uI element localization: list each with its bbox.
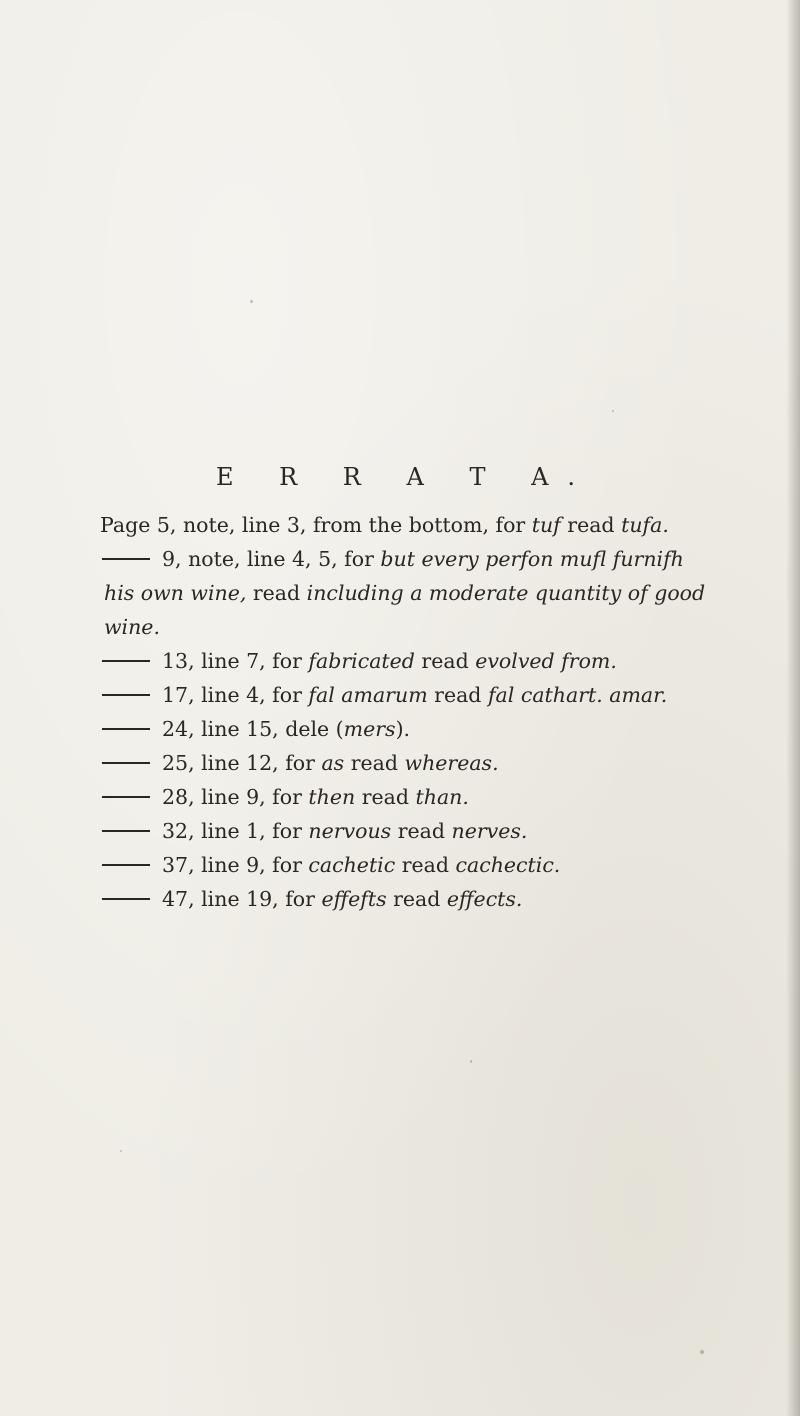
- entry-location: line 9, for: [194, 785, 309, 809]
- entry-correct-text: nerves.: [451, 819, 528, 843]
- entry-correct-text: including a moderate quantity of good wine.: [104, 581, 706, 639]
- entry-location: line 12, for: [194, 751, 322, 775]
- errata-entry: [100, 848, 760, 882]
- ditto-rule: [102, 864, 150, 866]
- ditto-rule: [102, 728, 150, 730]
- entry-lead: Page: [100, 513, 151, 537]
- errata-entry: [100, 746, 760, 780]
- entry-correct-text: than.: [415, 785, 469, 809]
- entry-location: line 15, dele (: [194, 717, 344, 741]
- entry-wrong-text: tuf: [531, 513, 561, 537]
- entry-location: note, line 3, from the bottom, for: [176, 513, 532, 537]
- entry-page-number: 47,: [162, 887, 195, 911]
- entry-read: read: [427, 683, 488, 707]
- ditto-rule: [102, 830, 150, 832]
- entry-correct-text: tufa.: [621, 513, 669, 537]
- entry-read: read: [355, 785, 416, 809]
- entry-wrong-text: effefts: [321, 887, 387, 911]
- entry-read: read: [246, 581, 307, 605]
- errata-entry: [100, 644, 760, 678]
- errata-entry: [100, 508, 760, 542]
- entry-page-number: 25,: [162, 751, 195, 775]
- ditto-rule: [102, 660, 150, 662]
- entry-page-number: 24,: [162, 717, 195, 741]
- entry-wrong-text: but every perfon mufl furnifh: [380, 547, 684, 571]
- entry-location: line 7, for: [194, 649, 309, 673]
- paper-speck: [612, 410, 614, 412]
- entry-wrong-text: fabricated: [308, 649, 415, 673]
- errata-entry: [100, 542, 760, 644]
- entry-wrong-text: mers: [343, 717, 396, 741]
- entry-wrong-text-cont: his own wine,: [104, 581, 247, 605]
- entry-wrong-text: nervous: [308, 819, 392, 843]
- entry-page-number: 28,: [162, 785, 195, 809]
- errata-entry: [100, 814, 760, 848]
- errata-entry: [100, 678, 760, 712]
- ditto-rule: [102, 694, 150, 696]
- entry-page-number: 37,: [162, 853, 195, 877]
- paper-speck: [250, 300, 253, 303]
- entry-correct-text: effects.: [446, 887, 523, 911]
- entry-location: line 4, for: [194, 683, 309, 707]
- entry-wrong-text: cachetic: [308, 853, 396, 877]
- entry-location: line 1, for: [194, 819, 309, 843]
- entry-correct-text: evolved from.: [475, 649, 617, 673]
- entry-page-number: 17,: [162, 683, 195, 707]
- paper-speck: [700, 1350, 704, 1354]
- entry-correct-text: cachectic.: [455, 853, 561, 877]
- entry-location: line 9, for: [194, 853, 309, 877]
- paper-speck: [470, 1060, 472, 1063]
- entry-location: note, line 4, 5, for: [181, 547, 381, 571]
- page-edge-shadow: [786, 0, 800, 1416]
- errata-entry: [100, 712, 760, 746]
- entry-location: line 19, for: [194, 887, 322, 911]
- errata-heading: E R R A T A.: [215, 463, 595, 491]
- entry-page-number: 13,: [162, 649, 195, 673]
- errata-entry: [100, 882, 760, 916]
- entry-wrong-text: as: [321, 751, 345, 775]
- ditto-rule: [102, 796, 150, 798]
- entry-correct-text: whereas.: [404, 751, 499, 775]
- entry-read: ).: [395, 717, 411, 741]
- entry-read: read: [414, 649, 476, 673]
- entry-read: read: [344, 751, 405, 775]
- entry-page-number: 9,: [162, 547, 182, 571]
- ditto-rule: [102, 558, 150, 560]
- paper-speck: [120, 1150, 122, 1152]
- entry-correct-text: fal cathart. amar.: [487, 683, 668, 707]
- entry-page-number: 5,: [156, 513, 177, 537]
- entry-page-number: 32,: [162, 819, 195, 843]
- entry-read: read: [560, 513, 622, 537]
- errata-entry: [100, 780, 760, 814]
- errata-list: [100, 508, 760, 916]
- entry-read: read: [391, 819, 452, 843]
- ditto-rule: [102, 762, 150, 764]
- entry-wrong-text: then: [308, 785, 356, 809]
- entry-read: read: [395, 853, 456, 877]
- entry-wrong-text: fal amarum: [308, 683, 428, 707]
- ditto-rule: [102, 898, 150, 900]
- entry-read: read: [386, 887, 447, 911]
